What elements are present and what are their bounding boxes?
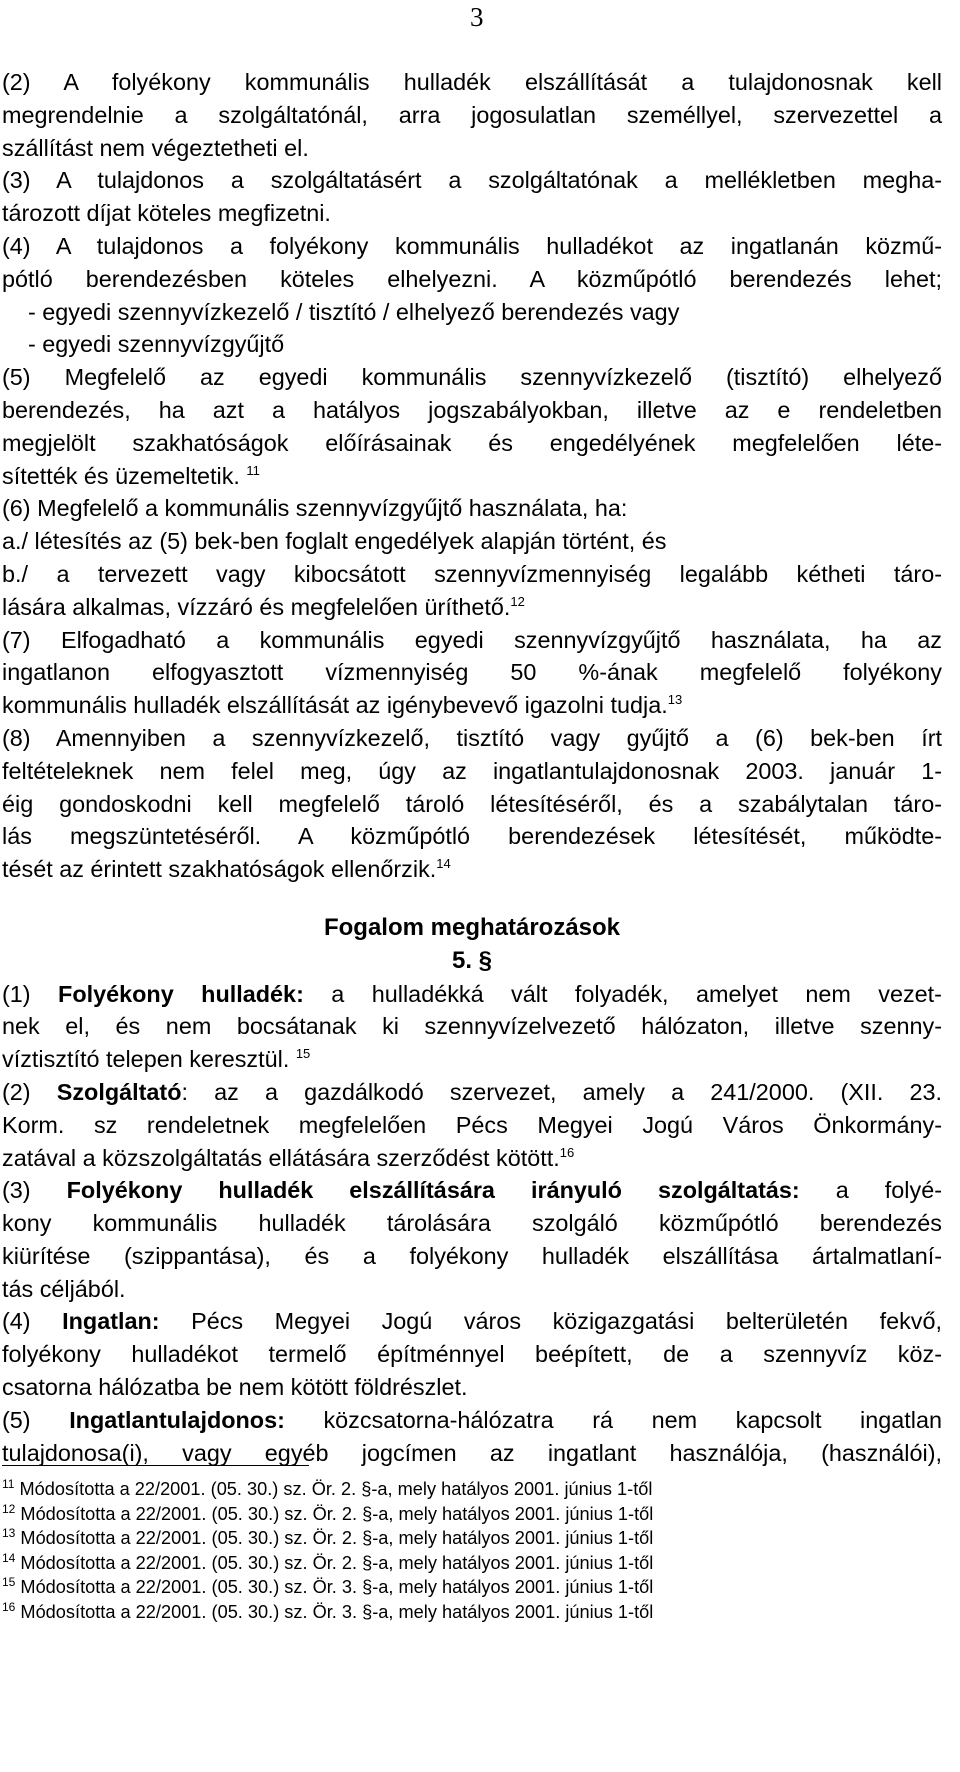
section-number: 5. § [451,946,493,974]
definition-3-line-3: kiürítése (szippantása), és a folyékony hulladék elszállítása ártalmatlaní- [2,1242,942,1269]
definition-1-line-1-text: a hulladékká vált folyadék, amelyet nem vezet- [303,980,942,1007]
footnote-ref-14: 14 [436,856,451,872]
footnote-ref-16: 16 [559,1144,575,1160]
footnote [2,1600,942,1625]
paragraph-6-line-4-text: lására alkalmas, vízzáró és megfelelően üríthető. [2,593,511,620]
paragraph-5-line-3: megjelölt szakhatóságok előírásainak és engedélyének megfelelően léte- [2,429,942,456]
paragraph-8-line-2: feltételeknek nem felel meg, úgy az ingatlantulajdonosnak 2003. január 1- [2,757,942,784]
paragraph-8-line-5 [2,853,942,886]
footnote-text: Módosította a 22/2001. (05. 30.) sz. Ör. 3. §-a, mely hatályos 2001. június 1-től [20,1577,654,1597]
paragraph-4-line-1: (4) A tulajdonos a folyékony kommunális hulladékot az ingatlanán közmű- [2,232,942,259]
footnote-number: 15 [2,1574,16,1589]
definition-1-line-3 [2,1043,942,1076]
paragraph-7-line-3 [2,689,942,722]
footnote-number: 12 [2,1501,16,1516]
definition-5-line-1 [2,1404,942,1437]
definition-2-line-1 [2,1076,942,1109]
paragraph-4-list-item-1: - egyedi szennyvízkezelő / tisztító / elhelyező berendezés vagy [28,298,680,325]
definition-1-line-1 [2,978,942,1011]
paragraph-7-line-1: (7) Elfogadható a kommunális egyedi szennyvízgyűjtő használata, ha az [2,626,942,653]
definition-5-term: Ingatlantulajdonos: [69,1406,285,1433]
definition-4-prefix: (4) [2,1308,63,1335]
paragraph-2-line-1: (2) A folyékony kommunális hulladék elszállítását a tulajdonosnak kell [2,69,942,95]
definition-4-line-3: csatorna hálózatba be nem kötött földrészlet. [2,1374,468,1401]
paragraph-5-line-1: (5) Megfelelő az egyedi kommunális szennyvízkezelő (tisztító) elhelyező [2,364,942,391]
footnote-divider [2,1465,309,1466]
paragraph-7-line-2: ingatlanon elfogyasztott vízmennyiség 50 %-ának megfelelő folyékony [2,659,942,686]
definition-2-line-3 [2,1142,942,1175]
footnote-text: Módosította a 22/2001. (05. 30.) sz. Ör. 2. §-a, mely hatályos 2001. június 1-től [20,1503,654,1524]
definition-3-prefix: (3) [2,1177,67,1204]
definition-1-term: Folyékony hulladék: [58,980,304,1007]
footnote-number: 13 [2,1525,16,1540]
footnote-ref-12: 12 [510,593,525,609]
paragraph-8-line-4: lás megszüntetéséről. A közműpótló berendezések létesítését, működte- [2,823,942,850]
paragraph-8-line-1: (8) Amennyiben a szennyvízkezelő, tisztító vagy gyűjtő a (6) bek-ben írt [2,724,942,751]
definition-2-term: Szolgáltató [56,1078,182,1105]
footnote-ref-13: 13 [667,692,683,708]
definition-4-line-1 [2,1305,942,1338]
paragraph-7-line-3-text: kommunális hulladék elszállítását az igénybevevő igazolni tudja. [2,692,668,719]
page-number: 3 [470,2,484,32]
body-text [2,66,942,1469]
definition-1-line-3-text: víztisztító telepen keresztül. [2,1046,290,1073]
paragraph-2-line-3: szállítást nem végeztetheti el. [2,134,309,161]
footnote [2,1477,942,1502]
footnote [2,1575,942,1600]
definition-4-line-1-text: Pécs Megyei Jogú város közigazgatási belterületén fekvő, [159,1308,942,1335]
paragraph-8-line-5-text: tését az érintett szakhatóságok ellenőrzik. [2,856,437,883]
footnote-number: 11 [2,1476,15,1491]
definition-2-prefix: (2) [2,1078,57,1105]
definition-5-line-2: tulajdonosa(i), vagy egyéb jogcímen az ingatlant használója, (használói), [2,1439,942,1466]
footnote-number: 14 [2,1550,16,1565]
paragraph-4-list-item-2: - egyedi szennyvízgyűjtő [28,331,285,358]
footnote [2,1502,942,1527]
footnote-text: Módosította a 22/2001. (05. 30.) sz. Ör. 3. §-a, mely hatályos 2001. június 1-től [20,1601,654,1622]
definition-5-line-1-text: közcsatorna-hálózatra rá nem kapcsolt ingatlan [284,1406,942,1433]
paragraph-8-line-3: éig gondoskodni kell megfelelő tároló létesítéséről, és a szabálytalan táro- [2,790,942,817]
paragraph-4-line-2: pótló berendezésben köteles elhelyezni. A közműpótló berendezés lehet; [2,265,942,292]
definition-4-line-2: folyékony hulladékot termelő építménnyel beépített, de a szennyvíz köz- [2,1341,942,1368]
definition-3-line-1-text: a folyé- [799,1177,942,1204]
footnote-text: Módosította a 22/2001. (05. 30.) sz. Ör. 2. §-a, mely hatályos 2001. június 1-től [20,1528,654,1548]
paragraph-5-line-4 [2,460,942,493]
definition-3-line-2: kony kommunális hulladék tárolására szolgáló közműpótló berendezés [2,1210,942,1237]
definition-5-prefix: (5) [2,1406,70,1433]
definition-4-term: Ingatlan: [62,1308,160,1335]
paragraph-6-line-1: (6) Megfelelő a kommunális szennyvízgyűjtő használata, ha: [2,495,628,522]
definition-3-line-1 [2,1174,942,1207]
paragraph-6-line-4 [2,591,942,624]
footnote [2,1551,942,1576]
paragraph-5-line-4-text: sítették és üzemeltetik. [2,462,240,489]
definition-1-prefix: (1) [2,980,59,1007]
definition-2-line-3-text: zatával a közszolgáltatás ellátására szerződést kötött. [2,1144,560,1171]
footnotes [2,1477,942,1624]
definition-3-term: Folyékony hulladék elszállítására irányuló szolgáltatás: [66,1177,800,1204]
paragraph-3-line-1: (3) A tulajdonos a szolgáltatásért a szolgáltatónak a mellékletben megha- [2,167,942,194]
footnote-text: Módosította a 22/2001. (05. 30.) sz. Ör. 2. §-a, mely hatályos 2001. június 1-től [20,1552,654,1573]
footnote [2,1526,942,1551]
paragraph-2-line-2: megrendelnie a szolgáltatónál, arra jogosulatlan személlyel, szervezettel a [2,101,942,128]
paragraph-3-line-2: tározott díjat köteles megfizetni. [2,200,331,227]
footnote-ref-15: 15 [295,1046,311,1062]
paragraph-6-line-3: b./ a tervezett vagy kibocsátott szennyvízmennyiség legalább kétheti táro- [2,560,942,587]
paragraph-6-line-2: a./ létesítés az (5) bek-ben foglalt engedélyek alapján történt, és [2,528,667,555]
footnote-text: Módosította a 22/2001. (05. 30.) sz. Ör. 2. §-a, mely hatályos 2001. június 1-től [19,1479,653,1499]
footnote-ref-11: 11 [246,462,260,478]
paragraph-5-line-2: berendezés, ha azt a hatályos jogszabályokban, illetve az e rendeletben [2,396,942,423]
section-title: Fogalom meghatározások [323,913,621,941]
definition-1-line-2: nek el, és nem bocsátanak ki szennyvízelvezető hálózaton, illetve szenny- [2,1013,942,1040]
definition-3-line-4: tás céljából. [2,1275,126,1302]
footnote-number: 16 [2,1599,16,1614]
definition-2-line-2: Korm. sz rendeletnek megfelelően Pécs Megyei Jogú Város Önkormány- [2,1111,942,1138]
definition-2-line-1-text: : az a gazdálkodó szervezet, amely a 241/2000. (XII. 23. [181,1078,943,1105]
